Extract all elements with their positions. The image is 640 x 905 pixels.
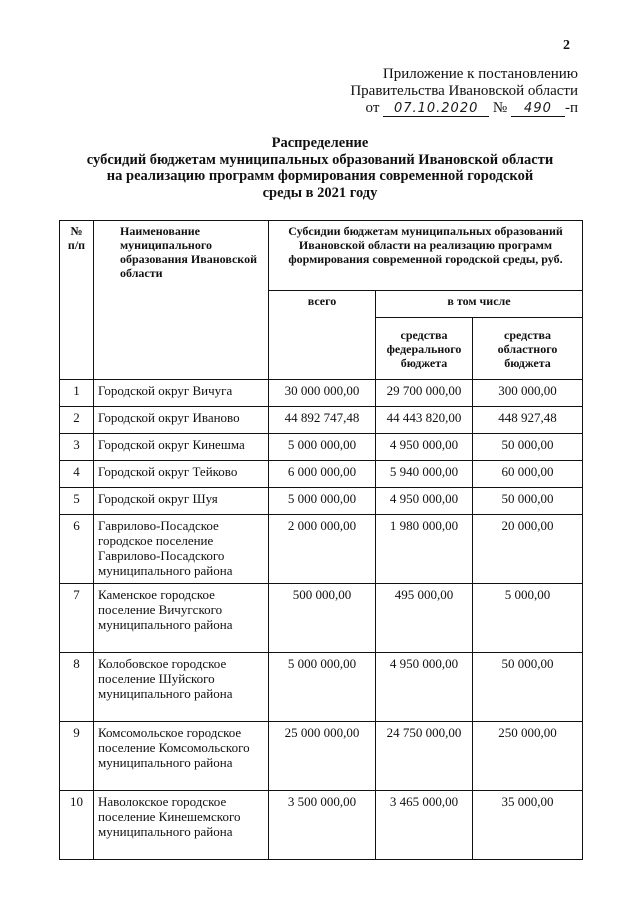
table-row	[60, 791, 583, 860]
header-total: всего	[269, 291, 376, 380]
document-title	[40, 135, 600, 201]
row-total: 25 000 000,00	[269, 722, 376, 791]
row-total: 6 000 000,00	[269, 461, 376, 488]
row-name: Городской округ Шуя	[94, 488, 269, 515]
table-row	[60, 653, 583, 722]
row-num: 2	[60, 407, 94, 434]
header-name: Наименование муниципального образования Ивановской области	[94, 221, 269, 380]
row-name: Городской округ Вичуга	[94, 380, 269, 407]
row-regional: 448 927,48	[473, 407, 583, 434]
header-subsidy: Субсидии бюджетам муниципальных образований Ивановской области на реализацию программ формирования современной городской среды, руб.	[269, 221, 583, 291]
row-num: 3	[60, 434, 94, 461]
header-federal: средства федерального бюджета	[376, 318, 473, 380]
row-total: 5 000 000,00	[269, 488, 376, 515]
row-regional: 5 000,00	[473, 584, 583, 653]
row-name: Городской округ Кинешма	[94, 434, 269, 461]
row-regional: 20 000,00	[473, 515, 583, 584]
appendix-line-2: Правительства Ивановской области	[350, 83, 578, 99]
number-suffix: -п	[564, 100, 578, 116]
handwritten-number: 490	[511, 102, 565, 117]
row-num: 7	[60, 584, 94, 653]
row-name: Городской округ Иваново	[94, 407, 269, 434]
row-regional: 300 000,00	[473, 380, 583, 407]
header-regional: средства областного бюджета	[473, 318, 583, 380]
from-label: от	[365, 100, 380, 116]
row-total: 500 000,00	[269, 584, 376, 653]
table-row	[60, 722, 583, 791]
row-name: Каменское городское поселение Вичугского муниципального района	[94, 584, 269, 653]
row-regional: 50 000,00	[473, 653, 583, 722]
table-row	[60, 434, 583, 461]
row-total: 3 500 000,00	[269, 791, 376, 860]
row-regional: 50 000,00	[473, 488, 583, 515]
appendix-line-1: Приложение к постановлению	[382, 66, 578, 82]
row-federal: 29 700 000,00	[376, 380, 473, 407]
appendix-header	[350, 66, 578, 117]
row-name: Комсомольское городское поселение Комсомольского муниципального района	[94, 722, 269, 791]
row-name: Городской округ Тейково	[94, 461, 269, 488]
page-number: 2	[563, 38, 570, 53]
row-name: Колобовское городское поселение Шуйского муниципального района	[94, 653, 269, 722]
row-num: 6	[60, 515, 94, 584]
table-row	[60, 515, 583, 584]
row-federal: 4 950 000,00	[376, 653, 473, 722]
row-regional: 35 000,00	[473, 791, 583, 860]
row-total: 44 892 747,48	[269, 407, 376, 434]
title-line-3: на реализацию программ формирования современной городской	[106, 168, 534, 184]
table-row	[60, 461, 583, 488]
number-label: №	[492, 100, 508, 116]
row-regional: 250 000,00	[473, 722, 583, 791]
handwritten-date: 07.10.2020	[383, 102, 489, 117]
header-num: № п/п	[60, 221, 94, 380]
row-num: 1	[60, 380, 94, 407]
row-federal: 3 465 000,00	[376, 791, 473, 860]
row-federal: 495 000,00	[376, 584, 473, 653]
table-row	[60, 488, 583, 515]
row-name: Наволокское городское поселение Кинешемского муниципального района	[94, 791, 269, 860]
table-row	[60, 407, 583, 434]
row-federal: 5 940 000,00	[376, 461, 473, 488]
row-total: 30 000 000,00	[269, 380, 376, 407]
row-federal: 44 443 820,00	[376, 407, 473, 434]
row-num: 9	[60, 722, 94, 791]
row-federal: 4 950 000,00	[376, 434, 473, 461]
title-line-2: субсидий бюджетам муниципальных образований Ивановской области	[86, 151, 554, 168]
row-total: 2 000 000,00	[269, 515, 376, 584]
row-num: 5	[60, 488, 94, 515]
row-total: 5 000 000,00	[269, 653, 376, 722]
table-row	[60, 584, 583, 653]
row-num: 8	[60, 653, 94, 722]
row-federal: 1 980 000,00	[376, 515, 473, 584]
row-regional: 50 000,00	[473, 434, 583, 461]
subsidy-table	[59, 220, 583, 860]
row-regional: 60 000,00	[473, 461, 583, 488]
row-federal: 24 750 000,00	[376, 722, 473, 791]
row-num: 10	[60, 791, 94, 860]
row-num: 4	[60, 461, 94, 488]
table-row	[60, 380, 583, 407]
row-total: 5 000 000,00	[269, 434, 376, 461]
row-federal: 4 950 000,00	[376, 488, 473, 515]
title-line-1: Распределение	[271, 135, 369, 151]
table-body	[60, 380, 583, 860]
appendix-date-line	[350, 100, 578, 117]
header-including: в том числе	[376, 291, 583, 318]
row-name: Гаврилово-Посадское городское поселение Гаврилово-Посадского муниципального района	[94, 515, 269, 584]
title-line-4: среды в 2021 году	[262, 184, 378, 201]
